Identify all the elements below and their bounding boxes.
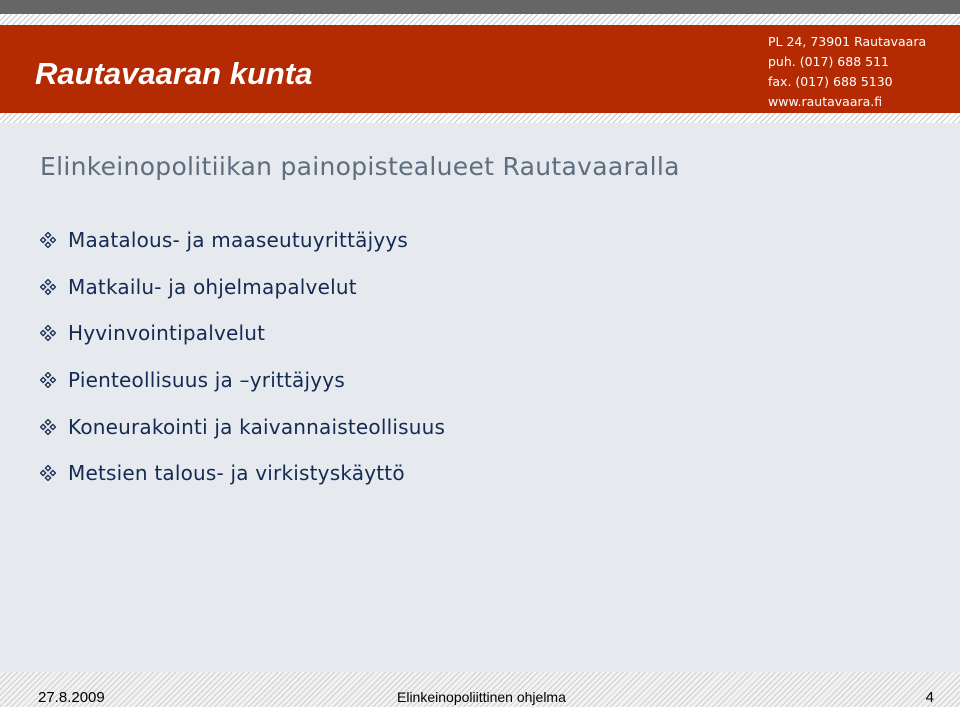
organization-name: Rautavaaran kunta (35, 56, 313, 91)
diamond-bullet-icon (40, 419, 56, 435)
bullet-text: Koneurakointi ja kaivannaisteollisuus (68, 414, 446, 439)
bullet-text: Metsien talous- ja virkistyskäyttö (68, 461, 405, 486)
footer-bar (0, 672, 960, 707)
top-gray-bar (0, 0, 960, 14)
list-item (40, 403, 445, 450)
list-item (40, 264, 445, 311)
header-banner (0, 25, 960, 113)
diamond-bullet-icon (40, 325, 56, 341)
list-item (40, 310, 445, 357)
contact-address: PL 24, 73901 Rautavaara (768, 34, 927, 49)
bullet-list (40, 217, 445, 497)
diamond-bullet-icon (40, 465, 56, 481)
list-item (40, 450, 445, 497)
contact-website: www.rautavaara.fi (768, 94, 883, 109)
footer-document-title: Elinkeinopoliittinen ohjelma (397, 689, 566, 705)
diamond-bullet-icon (40, 232, 56, 248)
bullet-text: Pienteollisuus ja –yrittäjyys (68, 368, 345, 393)
top-pattern-stripe (0, 14, 960, 25)
footer-date: 27.8.2009 (38, 689, 105, 706)
contact-phone: puh. (017) 688 511 (768, 54, 890, 69)
diamond-bullet-icon (40, 279, 56, 295)
page-number: 4 (925, 689, 934, 706)
contact-fax: fax. (017) 688 5130 (768, 74, 893, 89)
list-item (40, 217, 445, 264)
bullet-text: Matkailu- ja ohjelmapalvelut (68, 274, 357, 299)
contact-info (768, 32, 926, 112)
slide-title: Elinkeinopolitiikan painopistealueet Rautavaaralla (40, 152, 680, 181)
bullet-text: Hyvinvointipalvelut (68, 321, 266, 346)
list-item (40, 357, 445, 404)
bullet-text: Maatalous- ja maaseutuyrittäjyys (68, 228, 409, 253)
diamond-bullet-icon (40, 372, 56, 388)
header-pattern-stripe (0, 113, 960, 123)
